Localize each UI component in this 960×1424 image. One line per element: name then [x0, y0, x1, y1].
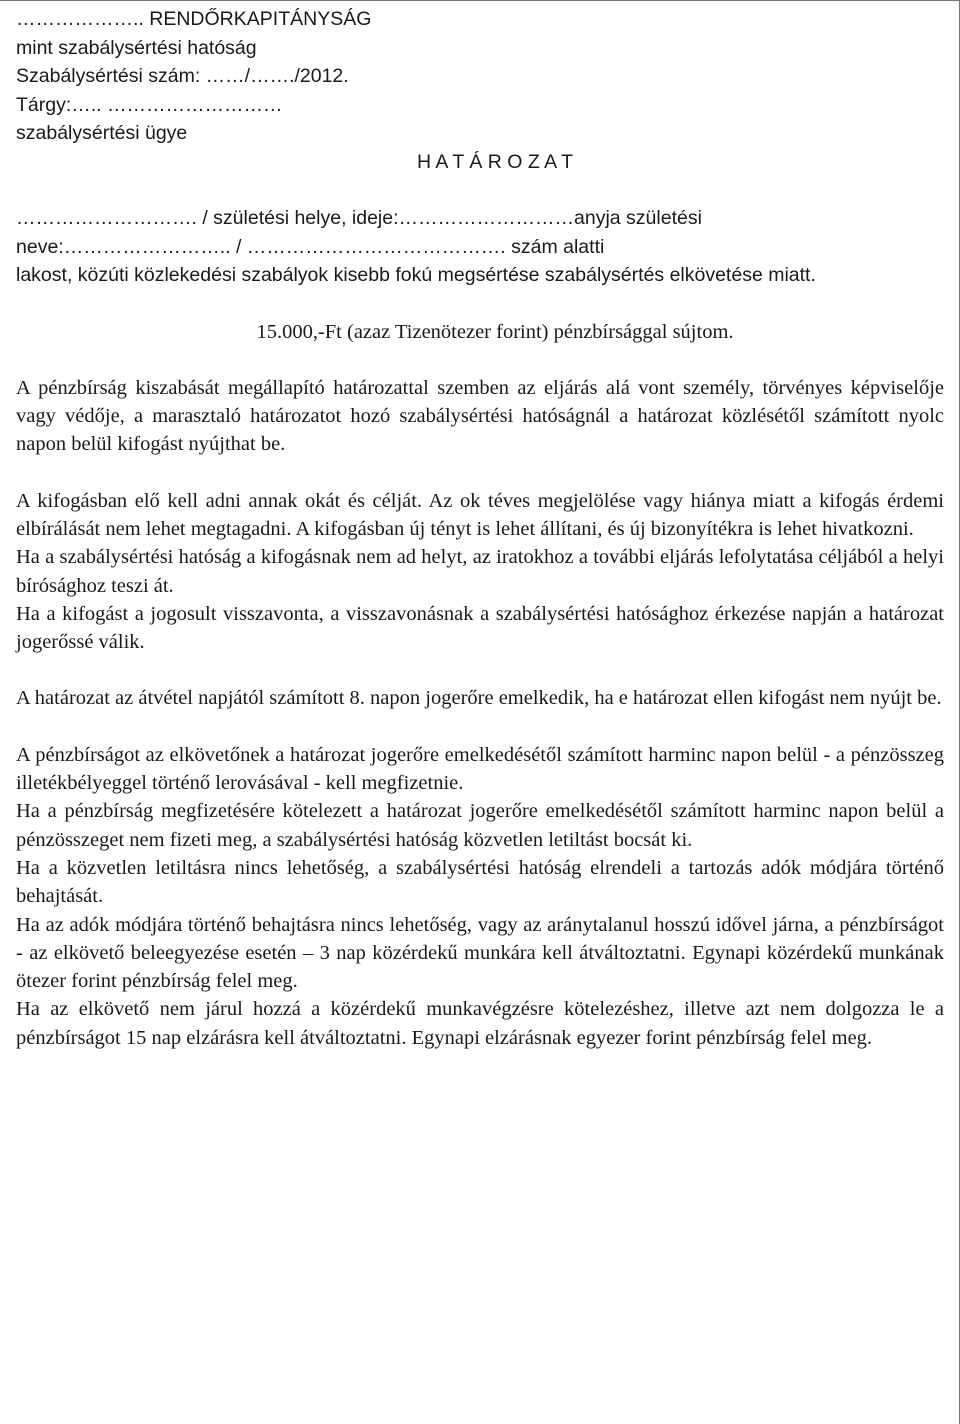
authority-line: ……………….. RENDŐRKAPITÁNYSÁG — [16, 8, 372, 30]
spacer — [16, 656, 944, 684]
document-body — [16, 5, 944, 1052]
authority-role: mint szabálysértési hatóság — [16, 36, 257, 59]
paragraph-garnishment: Ha a pénzbírság megfizetésére kötelezett a határozat jogerőre emelkedésétől számított harminc napon belül a pénzösszeget nem fizeti meg, a szabálysértési hatóság közvetlen letiltást bocsát ki. — [16, 800, 944, 851]
paragraph-detention: Ha az elkövető nem járul hozzá a közérdekű munkavégzésre kötelezéshez, illetve azt nem dolgozza le a pénzbírságot 15 nap elzárásra kell átváltoztatni. Egynapi elzárásnak egyezer forint pénzbírság felel meg. — [16, 998, 944, 1049]
paragraph-finality: A határozat az átvétel napjától számított 8. napon jogerőre emelkedik, ha e határozat ellen kifogást nem nyújt be. — [16, 687, 942, 710]
spacer — [16, 290, 944, 318]
paragraph-objection-content: A kifogásban elő kell adni annak okát és célját. Az ok téves megjelölése vagy hiánya miatt a kifogás érdemi elbírálását nem lehet megtagadni. A kifogásban új tényt is lehet állítani, és új bizonyítékra is lehet hivatkozni. — [16, 489, 944, 540]
spacer — [16, 459, 944, 487]
subject-suffix: szabálysértési ügye — [16, 122, 188, 144]
spacer — [16, 346, 944, 374]
person-line-2: neve:…………………….. / …………………………………. szám alatti — [16, 235, 605, 258]
paragraph-payment: A pénzbírságot az elkövetőnek a határozat jogerőre emelkedésétől számított harminc napon belül - a pénzösszeg illetékbélyeggel történő lerovásával - kell megfizetnie. — [16, 743, 944, 795]
spacer — [16, 713, 944, 741]
fine-amount: 15.000,-Ft (azaz Tizenötezer forint) pénzbírsággal sújtom. — [256, 320, 734, 343]
document-title: H A T Á R O Z A T — [416, 150, 574, 173]
paragraph-court-transfer: Ha a szabálysértési hatóság a kifogásnak nem ad helyt, az iratokhoz a további eljárás lefolytatása céljából a helyi bírósághoz teszi át. — [16, 546, 944, 597]
person-line-1: ………………………. / születési helye, ideje:………………………anyja születési — [16, 207, 702, 229]
paragraph-objection-right: A pénzbírság kiszabását megállapító határozattal szemben az eljárás alá vont személy, törvényes képviselője vagy védője, a marasztaló határozatot hozó szabálysértési hatóságnál a határozat közlésétől számított nyolc napon belül kifogást nyújthat be. — [16, 376, 944, 456]
case-number: Szabálysértési szám: ……/……./2012. — [16, 65, 349, 87]
person-line-3: lakost, közúti közlekedési szabályok kisebb fokú megsértése szabálysértés elkövetése miatt. — [16, 264, 816, 286]
spacer — [16, 176, 944, 204]
subject-line: Tárgy:….. ……………………… — [16, 93, 283, 116]
paragraph-community-work: Ha az adók módjára történő behajtásra nincs lehetőség, vagy az aránytalanul hosszú idővel járna, a pénzbírságot - az elkövető beleegyezése esetén – 3 nap közérdekű munkára kell átváltoztatni. Egynapi közérdekű munkának ötezer forint pénzbírság felel meg. — [16, 913, 944, 993]
paragraph-withdrawal: Ha a kifogást a jogosult visszavonta, a visszavonásnak a szabálysértési hatósághoz érkezése napján a határozat jogerőssé válik. — [16, 602, 944, 654]
paragraph-tax-collection: Ha a közvetlen letiltásra nincs lehetőség, a szabálysértési hatóság elrendeli a tartozás adók módjára történő behajtását. — [16, 856, 944, 908]
